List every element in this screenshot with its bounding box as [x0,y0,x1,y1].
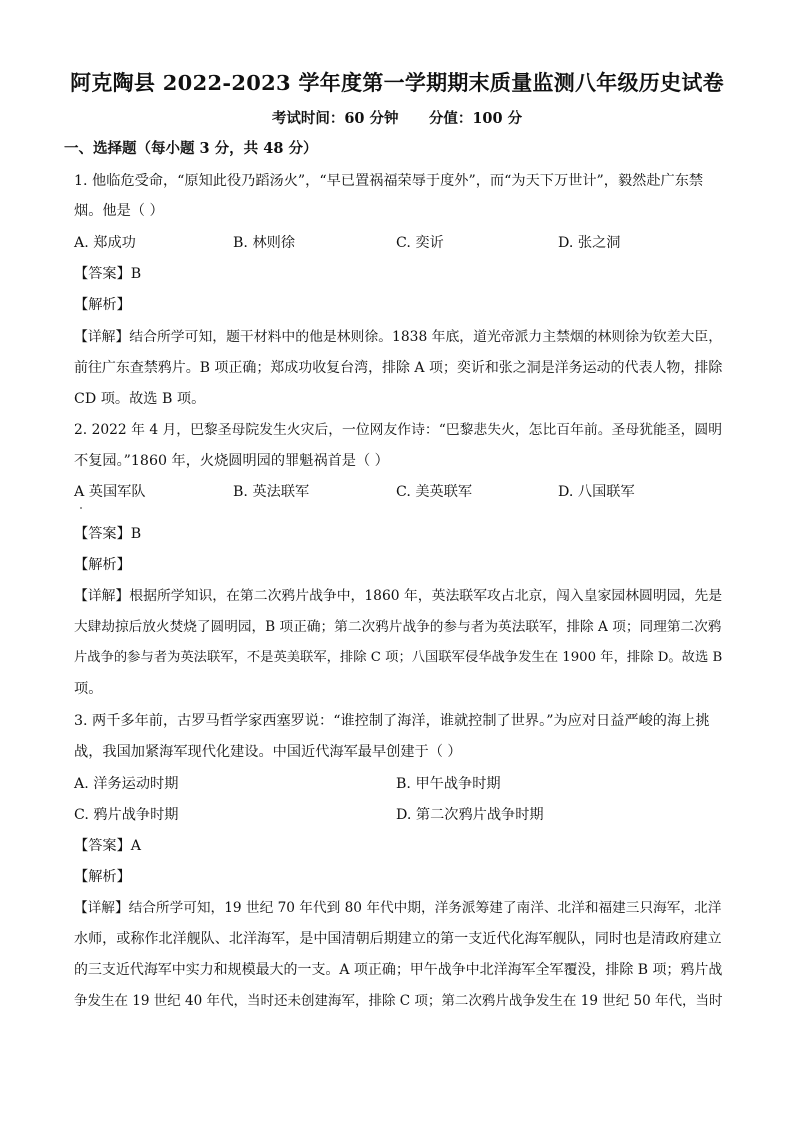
question-2-option-c: C. 美英联军 [396,484,473,500]
question-2-detail-line-2: 大肆劫掠后放火焚烧了圆明园，B 项正确；第二次鸦片战争的参与者为英法联军，排除 A 项；同理第二次鸦 [74,619,722,635]
question-2-detail-line-1: 【详解】根据所学知识，在第二次鸦片战争中，1860 年，英法联军攻占北京，闯入皇家园林圆明园，先是 [74,588,723,604]
question-1-analysis-label: 【解析】 [74,297,131,313]
question-2-detail-line-3: 片战争的参与者为英法联军，不是英美联军，排除 C 项；八国联军侵华战争发生在 1900 年，排除 D。故选 B [74,650,723,665]
question-3-detail-line-3: 的三支近代海军中实力和规模最大的一支。A 项正确；甲午战争中北洋海军全军覆没，排除 B 项；鸦片战 [74,962,723,978]
page-title: 阿克陶县 2022-2023 学年度第一学期期末质量监测八年级历史试卷 [70,70,724,95]
question-2-analysis-label: 【解析】 [74,557,131,573]
question-1-option-b: B. 林则徐 [233,235,296,251]
question-3-option-d: D. 第二次鸦片战争时期 [396,807,544,823]
section-heading: 一、选择题（每小题 3 分，共 48 分） [64,140,318,157]
question-3-detail-line-4: 争发生在 19 世纪 40 年代，当时还未创建海军，排除 C 项；第二次鸦片战争发生在 19 世纪 50 年代，当时 [74,993,723,1009]
question-2-option-a: A 英国军队 [74,484,146,500]
question-3-answer: 【答案】A [74,838,141,854]
question-2-detail-line-4: 项。 [74,681,103,697]
question-1-detail-line-1: 【详解】结合所学可知，题干材料中的他是林则徐。1838 年底，道光帝派力主禁烟的林则徐为钦差大臣， [74,329,723,345]
question-1-detail-line-3: CD 项。故选 B 项。 [74,391,206,407]
question-3-option-b: B. 甲午战争时期 [396,776,501,792]
question-3-detail-line-1: 【详解】结合所学可知，19 世纪 70 年代到 80 年代中期，洋务派筹建了南洋、北洋和福建三只海军，北洋 [74,900,722,916]
question-2-answer: 【答案】B [74,526,142,542]
question-3-analysis-label: 【解析】 [74,869,131,885]
question-1-option-c: C. 奕䜣 [396,235,444,251]
question-3-detail-line-2: 水师，或称作北洋舰队、北洋海军，是中国清朝后期建立的第一支近代化海军舰队，同时也是清政府建立 [74,931,722,947]
question-2-stem-line-2: 不复园。”1860 年，火烧圆明园的罪魁祸首是（ ） [74,453,389,469]
question-3-option-c: C. 鸦片战争时期 [74,807,179,823]
question-2-option-b: B. 英法联军 [233,484,310,500]
question-1-detail-line-2: 前往广东查禁鸦片。B 项正确；郑成功收复台湾，排除 A 项；奕䜣和张之洞是洋务运动的代表人物，排除 [74,360,723,376]
question-2-option-d: D. 八国联军 [558,484,635,500]
question-2-stem-line-1: 2. 2022 年 4 月，巴黎圣母院发生火灾后，一位网友作诗：“巴黎悲失火，怎比百年前。圣母犹能圣，圆明 [74,422,723,438]
stray-dot [80,507,82,509]
question-3-option-a: A. 洋务运动时期 [74,776,179,792]
question-1-stem-line-2: 烟。他是（ ） [74,203,164,219]
question-3-stem-line-1: 3. 两千多年前，古罗马哲学家西塞罗说：“谁控制了海洋，谁就控制了世界。”为应对日益严峻的海上挑 [74,713,710,729]
exam-info: 考试时间：60 分钟 分值：100 分 [271,110,523,127]
question-1-answer: 【答案】B [74,266,142,282]
question-1-stem-line-1: 1. 他临危受命，“原知此役乃蹈汤火”，“早已置祸福荣辱于度外”，而“为天下万世计”，毅然赴广东禁 [74,173,704,189]
question-3-stem-line-2: 战，我国加紧海军现代化建设。中国近代海军最早创建于（ ） [74,744,462,760]
question-1-option-d: D. 张之洞 [558,235,621,251]
question-1-option-a: A. 郑成功 [74,235,136,251]
